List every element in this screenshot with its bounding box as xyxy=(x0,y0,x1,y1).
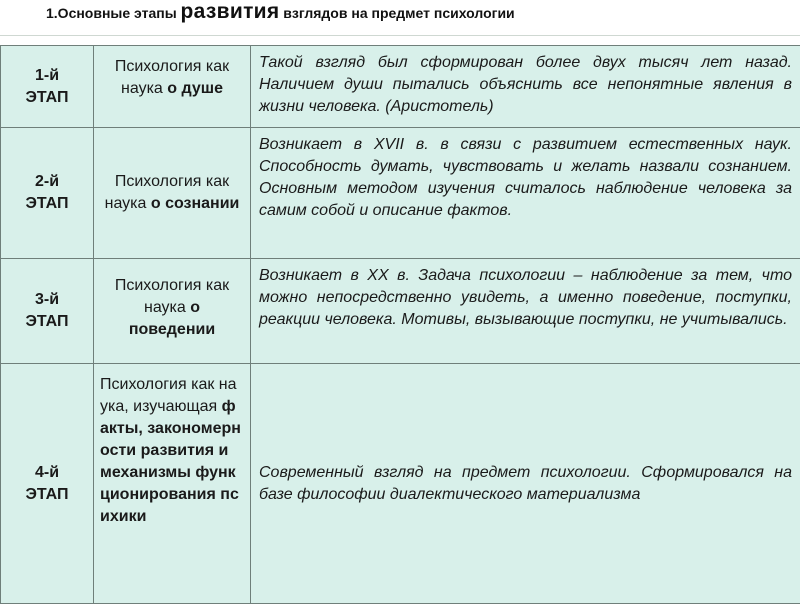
stage-number-cell xyxy=(1,364,94,604)
stage-name-bold: о поведении xyxy=(129,299,215,338)
stage-description: Возникает в XVII в. в связи с развитием естественных наук. Способность думать, чувствовать и желать назвали сознанием. Основным методом изучения считалось наблюдение человека за самим собой и описание фактов. xyxy=(251,128,800,259)
title-part-1: 1.Основные этапы xyxy=(46,5,181,21)
stage-name-cell xyxy=(94,259,251,364)
stage-label: ЭТАП xyxy=(1,193,93,215)
stage-label: ЭТАП xyxy=(1,484,93,506)
title-part-3: взглядов на предмет психологии xyxy=(279,5,514,21)
stage-number: 4-й xyxy=(1,462,93,484)
stage-name-plain: Психология как наука, изучающая xyxy=(100,376,237,415)
table-row xyxy=(1,128,800,259)
stage-number: 3-й xyxy=(1,289,93,311)
stage-number-cell xyxy=(1,46,94,128)
stage-number-cell xyxy=(1,128,94,259)
stage-number: 2-й xyxy=(1,171,93,193)
table-row xyxy=(1,259,800,364)
stage-name-cell xyxy=(94,128,251,259)
stage-name-plain: Психология как наука xyxy=(115,277,229,316)
stage-name-plain: Психология как наука xyxy=(105,173,230,212)
stage-name-bold: факты, закономерности развития и механизмы функционирования психики xyxy=(100,398,241,525)
stage-number: 1-й xyxy=(1,65,93,87)
stage-name-cell xyxy=(94,364,251,604)
table-row xyxy=(1,46,800,128)
stage-name-cell xyxy=(94,46,251,128)
page-title xyxy=(46,0,515,30)
table-row xyxy=(1,364,800,604)
stage-label: ЭТАП xyxy=(1,311,93,333)
stages-table xyxy=(0,45,800,604)
stage-number-cell xyxy=(1,259,94,364)
stage-label: ЭТАП xyxy=(1,87,93,109)
stage-description: Современный взгляд на предмет психологии. Сформировался на базе философии диалектического материализма xyxy=(251,364,800,604)
title-part-2: развития xyxy=(181,0,280,23)
stage-description: Такой взгляд был сформирован более двух тысяч лет назад. Наличием души пытались объяснить все непонятные явления в жизни человека. (Аристотель) xyxy=(251,46,800,128)
stage-name-plain: Психология как наука xyxy=(115,58,229,97)
stage-description: Возникает в XX в. Задача психологии – наблюдение за тем, что можно непосредственно увидеть, а именно поведение, поступки, реакции человека. Мотивы, вызывающие поступки, не учитывались. xyxy=(251,259,800,364)
stage-name-bold: о сознании xyxy=(151,195,240,212)
title-divider xyxy=(0,35,800,36)
stage-name-bold: о душе xyxy=(167,80,223,97)
